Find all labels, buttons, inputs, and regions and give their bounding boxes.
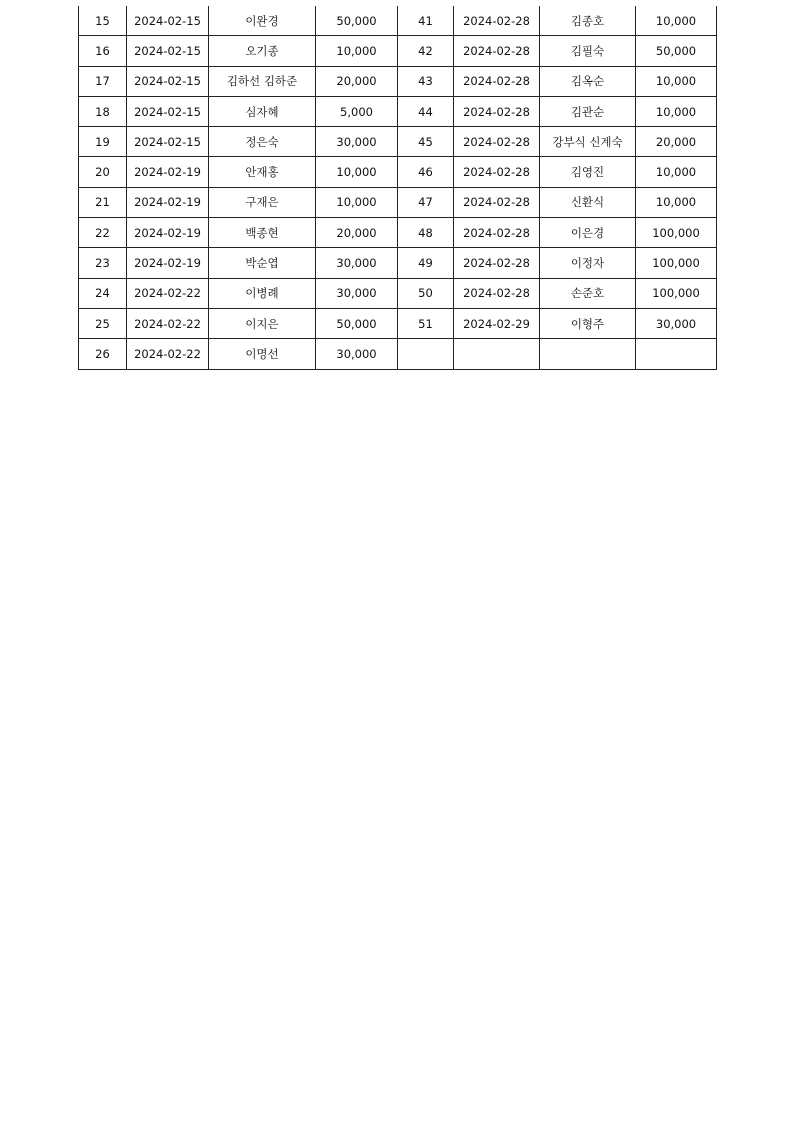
row-number-cell: 41 xyxy=(398,6,454,36)
date-cell: 2024-02-15 xyxy=(127,36,209,66)
table-row xyxy=(79,127,717,157)
donor-name-cell: 김관순 xyxy=(540,96,636,126)
row-number-cell: 20 xyxy=(79,157,127,187)
row-number-cell: 19 xyxy=(79,127,127,157)
donor-name-cell: 김필숙 xyxy=(540,36,636,66)
date-cell: 2024-02-15 xyxy=(127,66,209,96)
row-number-cell: 21 xyxy=(79,187,127,217)
row-number-cell: 23 xyxy=(79,248,127,278)
date-cell: 2024-02-28 xyxy=(454,157,540,187)
table-row xyxy=(79,218,717,248)
donor-name-cell: 이지은 xyxy=(209,308,316,338)
donor-name-cell: 김영진 xyxy=(540,157,636,187)
donor-name-cell: 이은경 xyxy=(540,218,636,248)
amount-cell: 10,000 xyxy=(636,187,717,217)
table-row xyxy=(79,308,717,338)
donor-name-cell: 강부식 신계숙 xyxy=(540,127,636,157)
row-number-cell: 50 xyxy=(398,278,454,308)
donor-name-cell: 신환식 xyxy=(540,187,636,217)
donor-name-cell: 김옥순 xyxy=(540,66,636,96)
amount-cell: 30,000 xyxy=(316,278,398,308)
table-row xyxy=(79,96,717,126)
row-number-cell: 15 xyxy=(79,6,127,36)
donor-name-cell: 김하선 김하준 xyxy=(209,66,316,96)
amount-cell: 50,000 xyxy=(316,308,398,338)
donor-name-cell: 이완경 xyxy=(209,6,316,36)
date-cell: 2024-02-28 xyxy=(454,187,540,217)
date-cell: 2024-02-19 xyxy=(127,157,209,187)
amount-cell: 20,000 xyxy=(636,127,717,157)
amount-cell: 30,000 xyxy=(316,248,398,278)
amount-cell: 10,000 xyxy=(636,6,717,36)
donor-name-cell: 구재은 xyxy=(209,187,316,217)
amount-cell: 50,000 xyxy=(636,36,717,66)
row-number-cell: 46 xyxy=(398,157,454,187)
amount-cell: 50,000 xyxy=(316,6,398,36)
donor-name-cell: 이명선 xyxy=(209,339,316,369)
donor-name-cell: 심자혜 xyxy=(209,96,316,126)
row-number-cell: 48 xyxy=(398,218,454,248)
empty-cell xyxy=(454,339,540,369)
table-row xyxy=(79,278,717,308)
date-cell: 2024-02-28 xyxy=(454,36,540,66)
amount-cell: 100,000 xyxy=(636,248,717,278)
amount-cell: 5,000 xyxy=(316,96,398,126)
date-cell: 2024-02-28 xyxy=(454,66,540,96)
date-cell: 2024-02-28 xyxy=(454,6,540,36)
date-cell: 2024-02-28 xyxy=(454,278,540,308)
date-cell: 2024-02-28 xyxy=(454,248,540,278)
date-cell: 2024-02-15 xyxy=(127,6,209,36)
donor-name-cell: 손준호 xyxy=(540,278,636,308)
row-number-cell: 22 xyxy=(79,218,127,248)
amount-cell: 30,000 xyxy=(636,308,717,338)
date-cell: 2024-02-22 xyxy=(127,339,209,369)
donor-name-cell: 이병례 xyxy=(209,278,316,308)
donation-table-body xyxy=(79,6,717,369)
table-row xyxy=(79,6,717,36)
table-row xyxy=(79,187,717,217)
amount-cell: 100,000 xyxy=(636,278,717,308)
row-number-cell: 24 xyxy=(79,278,127,308)
table-row xyxy=(79,36,717,66)
row-number-cell: 25 xyxy=(79,308,127,338)
date-cell: 2024-02-22 xyxy=(127,278,209,308)
amount-cell: 10,000 xyxy=(636,66,717,96)
row-number-cell: 17 xyxy=(79,66,127,96)
row-number-cell: 18 xyxy=(79,96,127,126)
amount-cell: 10,000 xyxy=(636,96,717,126)
amount-cell: 30,000 xyxy=(316,127,398,157)
row-number-cell: 51 xyxy=(398,308,454,338)
table-row xyxy=(79,248,717,278)
amount-cell: 100,000 xyxy=(636,218,717,248)
donor-name-cell: 이형주 xyxy=(540,308,636,338)
donor-name-cell: 김종호 xyxy=(540,6,636,36)
row-number-cell: 49 xyxy=(398,248,454,278)
amount-cell: 20,000 xyxy=(316,218,398,248)
empty-cell xyxy=(540,339,636,369)
amount-cell: 30,000 xyxy=(316,339,398,369)
row-number-cell: 44 xyxy=(398,96,454,126)
row-number-cell: 26 xyxy=(79,339,127,369)
row-number-cell: 16 xyxy=(79,36,127,66)
date-cell: 2024-02-29 xyxy=(454,308,540,338)
donor-name-cell: 백종현 xyxy=(209,218,316,248)
empty-cell xyxy=(636,339,717,369)
date-cell: 2024-02-28 xyxy=(454,218,540,248)
date-cell: 2024-02-28 xyxy=(454,96,540,126)
donor-name-cell: 오기종 xyxy=(209,36,316,66)
date-cell: 2024-02-15 xyxy=(127,127,209,157)
amount-cell: 10,000 xyxy=(316,187,398,217)
empty-cell xyxy=(398,339,454,369)
amount-cell: 10,000 xyxy=(316,157,398,187)
table-row xyxy=(79,157,717,187)
table-row xyxy=(79,339,717,369)
table-row xyxy=(79,66,717,96)
date-cell: 2024-02-28 xyxy=(454,127,540,157)
donor-name-cell: 정은숙 xyxy=(209,127,316,157)
date-cell: 2024-02-19 xyxy=(127,218,209,248)
date-cell: 2024-02-22 xyxy=(127,308,209,338)
amount-cell: 10,000 xyxy=(316,36,398,66)
date-cell: 2024-02-19 xyxy=(127,248,209,278)
donation-table xyxy=(78,6,717,370)
amount-cell: 10,000 xyxy=(636,157,717,187)
donor-name-cell: 박순엽 xyxy=(209,248,316,278)
row-number-cell: 43 xyxy=(398,66,454,96)
row-number-cell: 47 xyxy=(398,187,454,217)
amount-cell: 20,000 xyxy=(316,66,398,96)
row-number-cell: 45 xyxy=(398,127,454,157)
row-number-cell: 42 xyxy=(398,36,454,66)
donor-name-cell: 이정자 xyxy=(540,248,636,278)
date-cell: 2024-02-15 xyxy=(127,96,209,126)
donor-name-cell: 안재홍 xyxy=(209,157,316,187)
date-cell: 2024-02-19 xyxy=(127,187,209,217)
